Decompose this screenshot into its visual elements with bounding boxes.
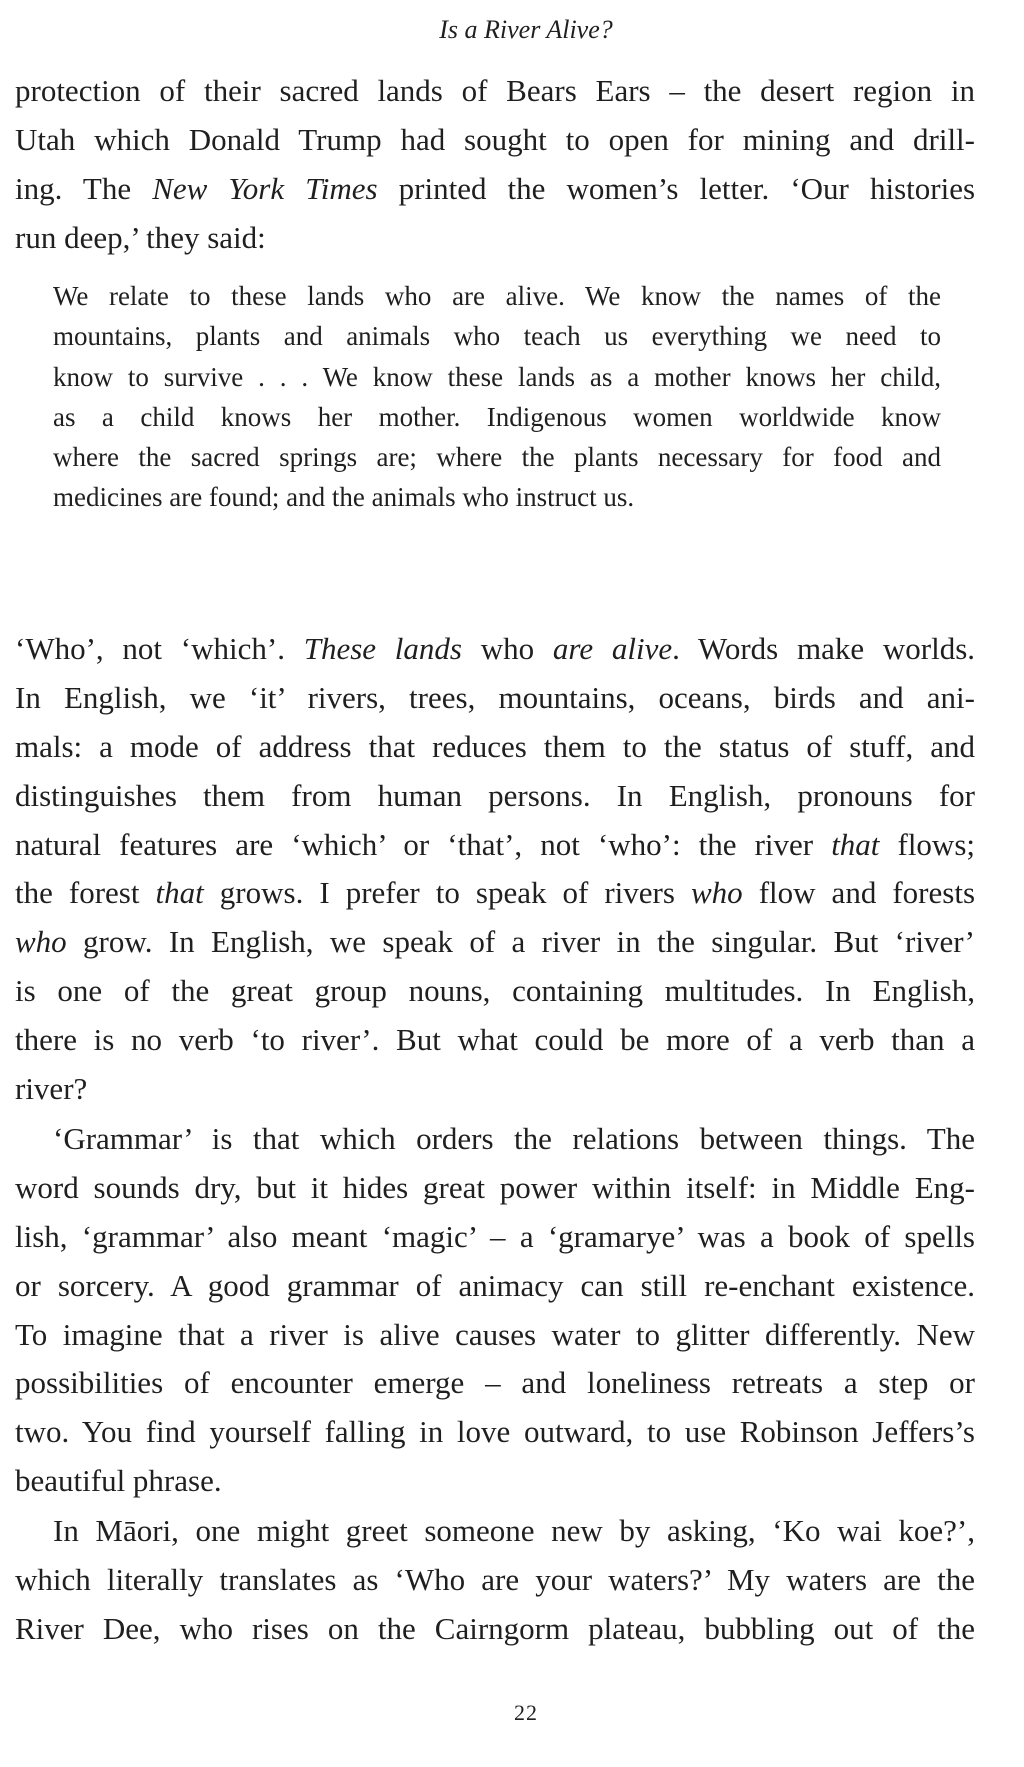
text-line: there is no verb ‘to river’. But what could be more of a verb than a bbox=[15, 1022, 975, 1058]
text-line: is one of the great group nouns, containing multitudes. In English, bbox=[15, 973, 975, 1009]
text-line: In English, we ‘it’ rivers, trees, mountains, oceans, birds and ani- bbox=[15, 679, 975, 715]
quote-line: medicines are found; and the animals who instruct us. bbox=[53, 482, 635, 513]
text-line: River Dee, who rises on the Cairngorm plateau, bubbling out of the bbox=[15, 1610, 975, 1646]
block-quote bbox=[53, 276, 941, 518]
text-line: river? bbox=[15, 1071, 88, 1107]
text-line: word sounds dry, but it hides great power within itself: in Middle Eng- bbox=[15, 1169, 975, 1205]
text-line: mals: a mode of address that reduces them to the status of stuff, and bbox=[15, 728, 975, 764]
text-line: run deep,’ they said: bbox=[15, 219, 266, 255]
text-line: or sorcery. A good grammar of animacy can still re-enchant existence. bbox=[15, 1267, 975, 1303]
quote-line: know to survive . . . We know these lands as a mother knows her child, bbox=[53, 361, 941, 392]
text-line: Utah which Donald Trump had sought to open for mining and drill- bbox=[15, 121, 975, 157]
paragraph-opening bbox=[15, 67, 975, 263]
text-line: ‘Who’, not ‘which’. These lands who are alive. Words make worlds. bbox=[15, 631, 976, 666]
text-line: possibilities of encounter emerge – and loneliness retreats a step or bbox=[15, 1365, 975, 1401]
text-line: who grow. In English, we speak of a river in the singular. But ‘river’ bbox=[15, 924, 975, 960]
text-line: two. You find yourself falling in love outward, to use Robinson Jeffers’s bbox=[15, 1414, 975, 1450]
text-line: natural features are ‘which’ or ‘that’, not ‘who’: the river that flows; bbox=[15, 826, 975, 862]
text-line: ing. The New York Times printed the women’s letter. ‘Our histories bbox=[15, 170, 976, 206]
quote-line: as a child knows her mother. Indigenous women worldwide know bbox=[53, 401, 941, 432]
text-line: In Māori, one might greet someone new by asking, ‘Ko wai koe?’, bbox=[53, 1513, 975, 1548]
page-number: 22 bbox=[514, 1700, 538, 1725]
text-line: beautiful phrase. bbox=[15, 1463, 222, 1499]
text-line: ‘Grammar’ is that which orders the relations between things. The bbox=[53, 1121, 975, 1156]
paragraph-who bbox=[15, 625, 975, 1114]
quote-line: where the sacred springs are; where the plants necessary for food and bbox=[53, 442, 941, 473]
text-line: distinguishes them from human persons. In English, pronouns for bbox=[15, 777, 975, 813]
italic-title: New York Times bbox=[152, 170, 378, 206]
text-line: To imagine that a river is alive causes water to glitter differently. New bbox=[15, 1316, 975, 1352]
text-line: which literally translates as ‘Who are your waters?’ My waters are the bbox=[15, 1561, 975, 1597]
text-line: lish, ‘grammar’ also meant ‘magic’ – a ‘gramarye’ was a book of spells bbox=[15, 1218, 975, 1254]
paragraph-maori bbox=[15, 1507, 975, 1654]
quote-line: We relate to these lands who are alive. We know the names of the bbox=[53, 281, 941, 311]
quote-line: mountains, plants and animals who teach us everything we need to bbox=[53, 321, 941, 352]
paragraph-grammar bbox=[15, 1115, 975, 1506]
text-line: the forest that grows. I prefer to speak of rivers who flow and forests bbox=[15, 875, 976, 911]
text-line: protection of their sacred lands of Bears Ears – the desert region in bbox=[15, 73, 975, 108]
running-head: Is a River Alive? bbox=[439, 15, 613, 44]
